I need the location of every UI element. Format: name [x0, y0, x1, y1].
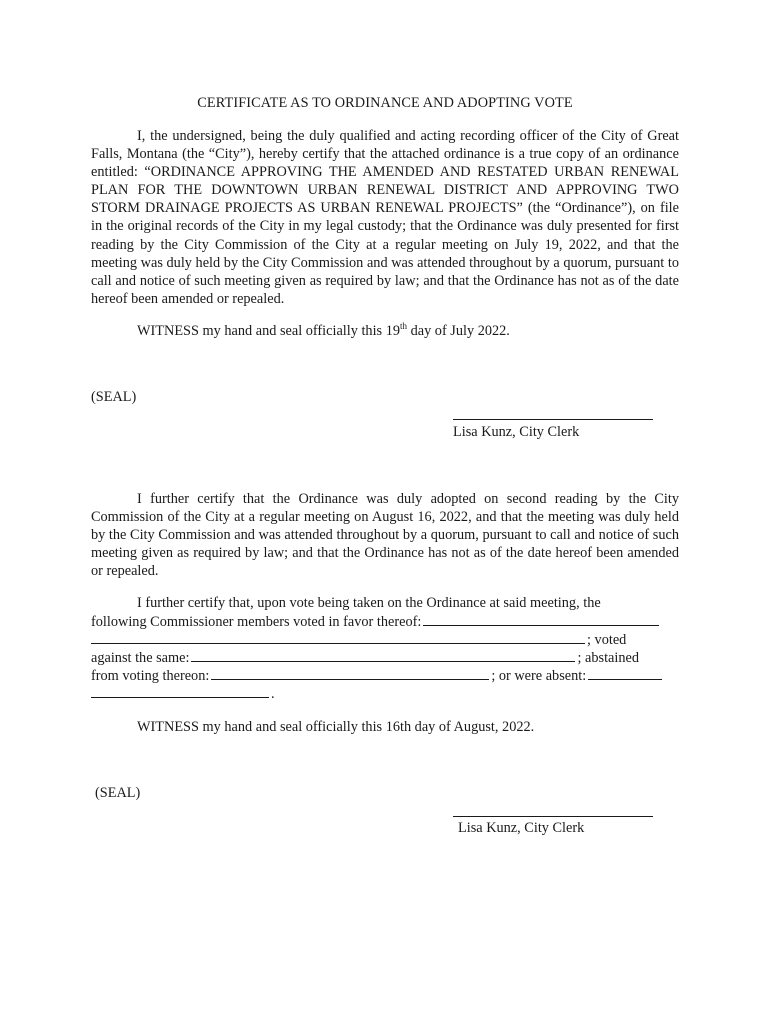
- absent-blank[interactable]: [588, 666, 662, 680]
- vote-against-line: against the same: ; abstained: [91, 650, 640, 666]
- first-certificate-paragraph: [91, 127, 679, 308]
- first-seal-label: (SEAL): [91, 389, 137, 405]
- second-witness-line: WITNESS my hand and seal officially this 16th day of August, 2022.: [137, 719, 535, 735]
- vote-voted-line: ; voted: [91, 630, 681, 649]
- favor-blank-continued[interactable]: [91, 630, 585, 644]
- second-certificate-text: I further certify that the Ordinance was duly adopted on second reading by the City Commission of the City at a regular meeting on August 16, 2022, and that the meeting was duly held by the City Commission and was attended throughout by a quorum, pursuant to call and notice of such meeting given as required by law; and that the Ordinance has not as of the date hereof been amended or repealed.: [91, 491, 679, 580]
- vote-intro-line: I further certify that, upon vote being taken on the Ordinance at said meeting, the: [137, 595, 601, 611]
- second-signatory-name: Lisa Kunz, City Clerk: [458, 820, 585, 836]
- vote-abstain-line: from voting thereon: ; or were absent:: [91, 666, 681, 685]
- second-certificate-paragraph: [91, 490, 679, 580]
- first-signatory-name: Lisa Kunz, City Clerk: [453, 424, 580, 440]
- first-certificate-text: I, the undersigned, being the duly qualified and acting recording officer of the City of Great Falls, Montana (the “City”), hereby certify that the attached ordinance is a true copy of an ordinance entitled: “ORDINANCE APPROVING THE AMENDED AND RESTATED URBAN RENEWAL PLAN FOR THE DOWNTOWN URBAN RENEWAL DISTRICT AND APPROVING TWO STORM DRAINAGE PROJECTS AS URBAN RENEWAL PROJECTS” (the “Ordinance”), on file in the original records of the City in my legal custody; that the Ordinance was duly presented for first reading by the City Commission of the City at a regular meeting on July 19, 2022, and that the meeting was duly held by the City Commission and was attended throughout by a quorum, pursuant to call and notice of such meeting given as required by law; and that the Ordinance has not as of the date hereof been amended or repealed.: [91, 128, 679, 307]
- first-signature-line: [453, 419, 653, 420]
- absent-blank-continued[interactable]: [91, 684, 269, 698]
- favor-blank[interactable]: [423, 612, 659, 626]
- against-blank[interactable]: [191, 648, 575, 662]
- vote-favor-line: following Commissioner members voted in favor thereof:: [91, 612, 681, 631]
- vote-absent-continued-line: .: [91, 684, 681, 703]
- second-seal-label: (SEAL): [95, 785, 141, 801]
- abstained-blank[interactable]: [211, 666, 489, 680]
- document-title: CERTIFICATE AS TO ORDINANCE AND ADOPTING VOTE: [197, 95, 573, 111]
- second-signature-line: [453, 816, 653, 817]
- first-witness-line: WITNESS my hand and seal officially this 19th day of July 2022.: [137, 321, 510, 339]
